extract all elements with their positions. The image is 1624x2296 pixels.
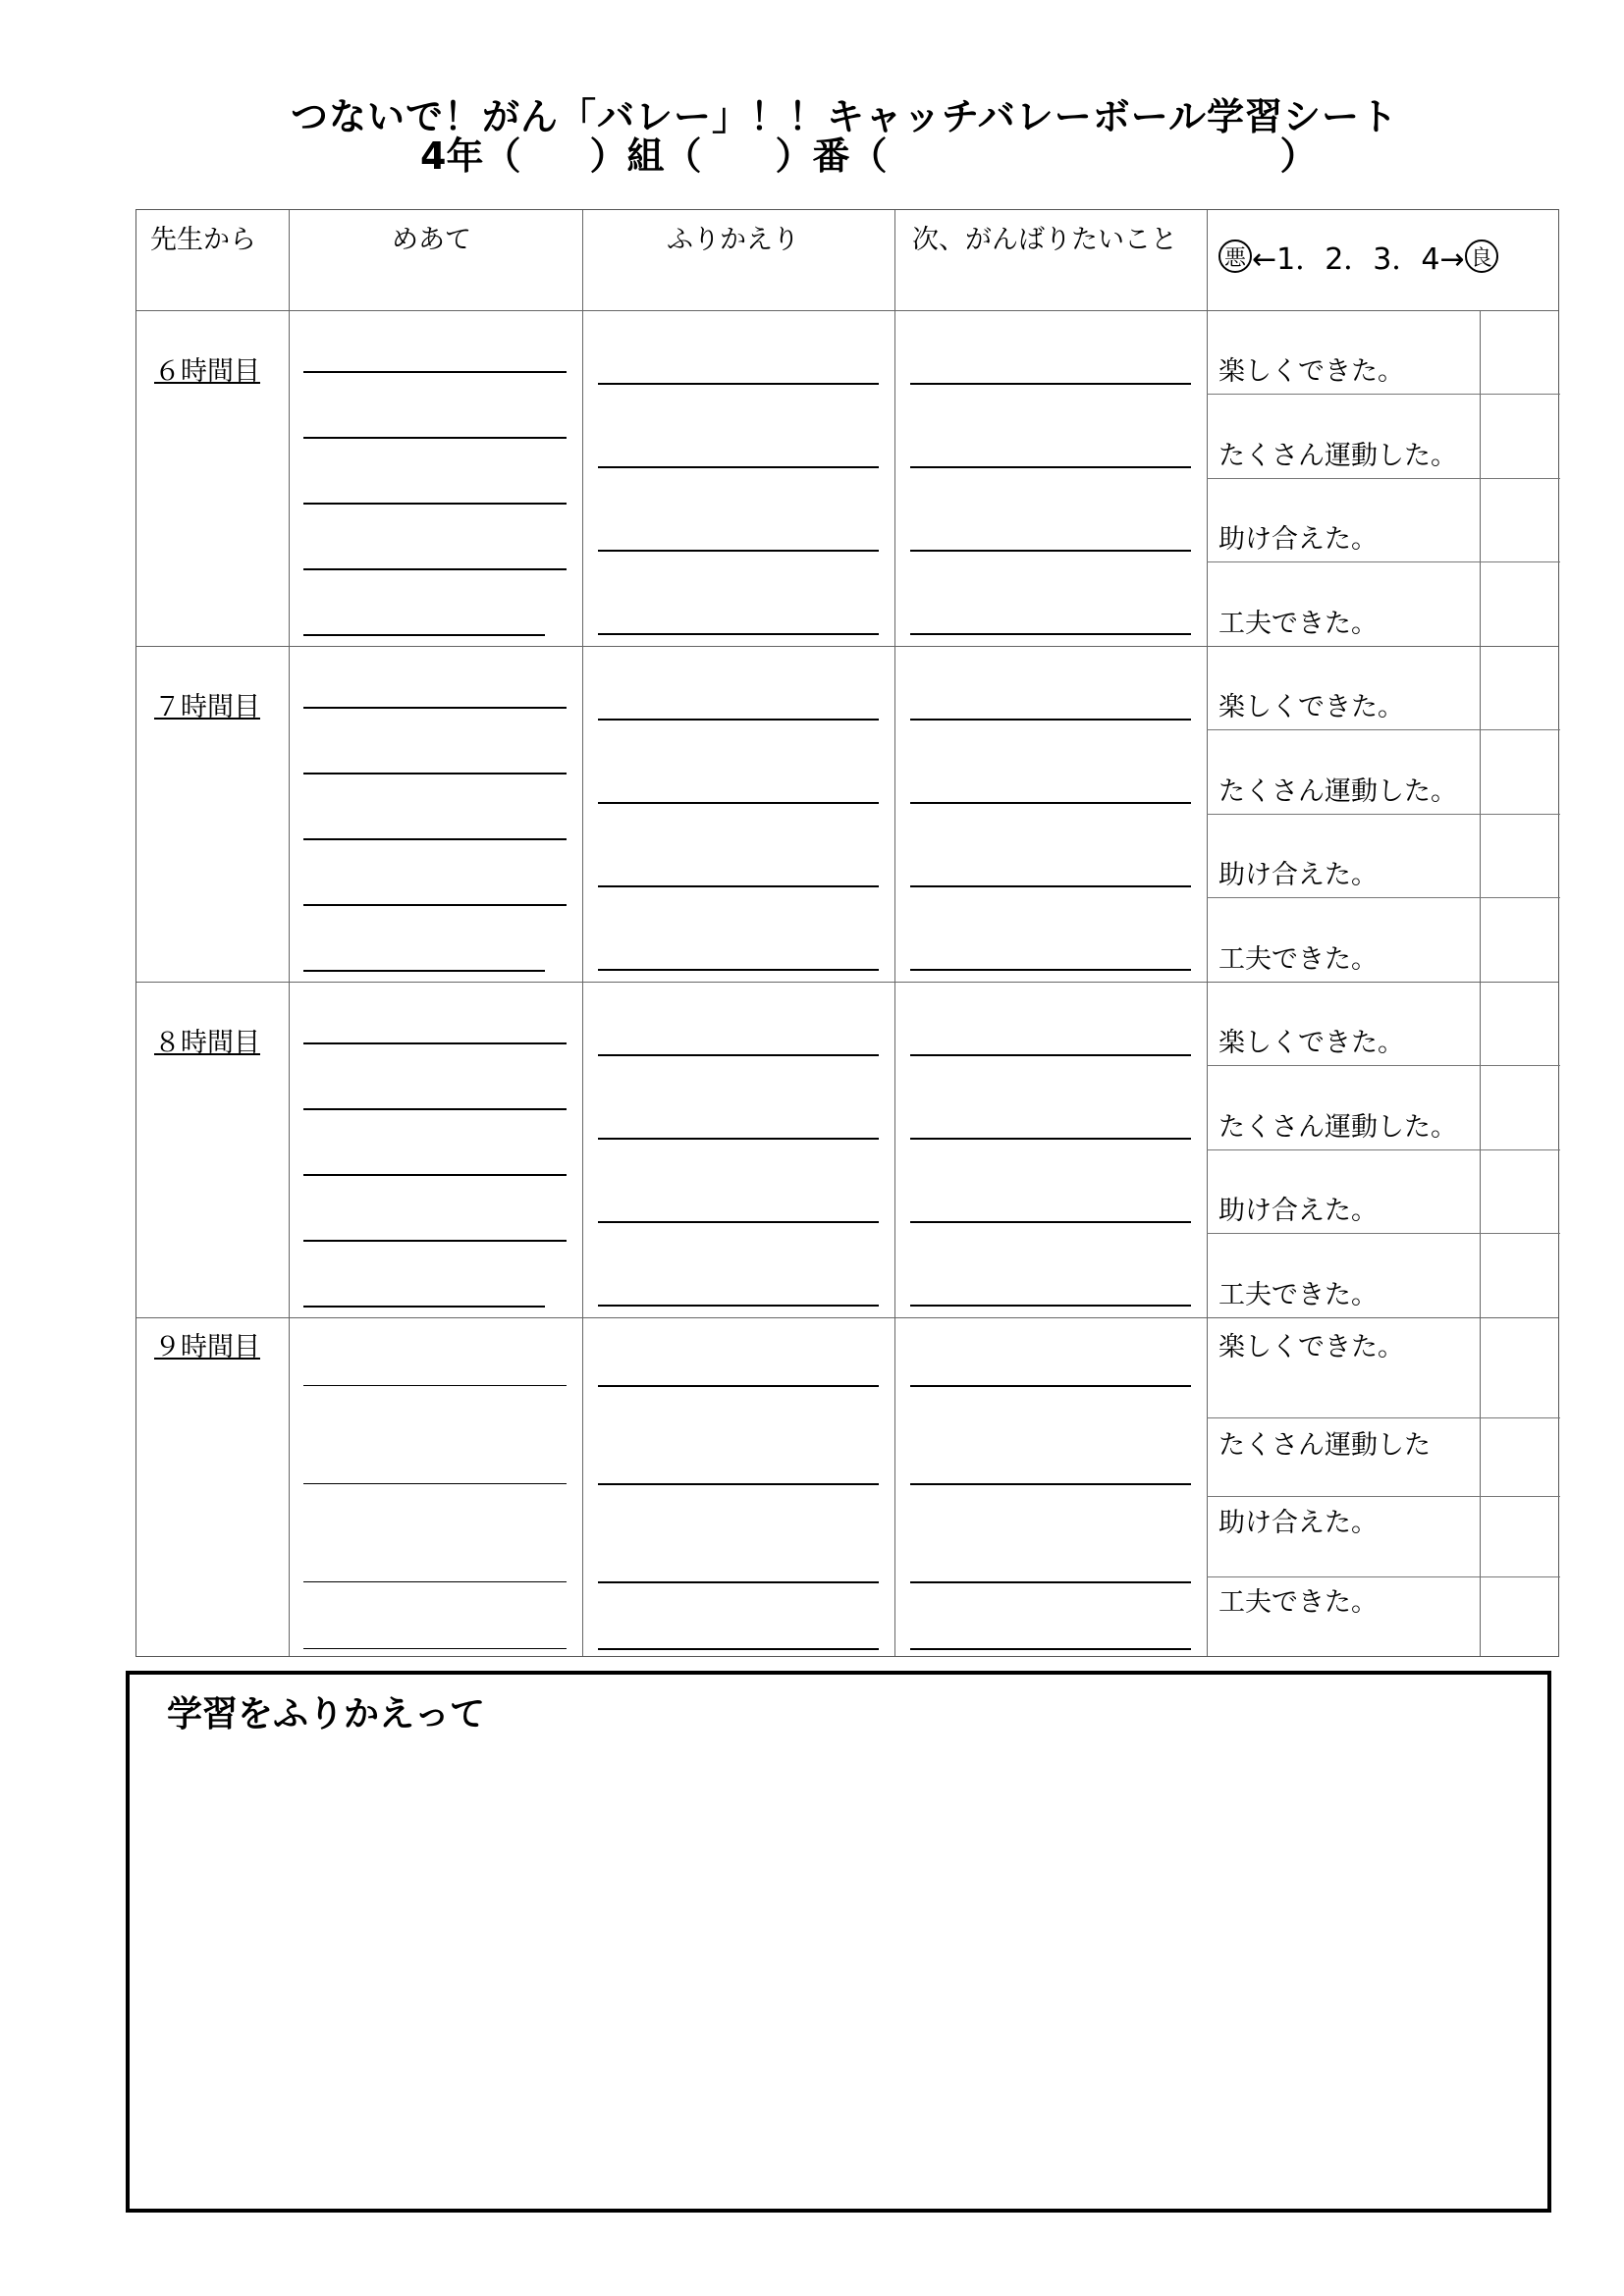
- eval-item: たくさん運動した。: [1218, 441, 1457, 471]
- period-label-8: ８時間目: [154, 1028, 260, 1058]
- eval-item: 工夫できた。: [1218, 1587, 1378, 1618]
- column-header-reflection: ふりかえり: [667, 225, 799, 255]
- column-header-goal: めあて: [392, 225, 471, 255]
- eval-item: 楽しくできた。: [1218, 1028, 1404, 1058]
- row-divider: [136, 1317, 1558, 1318]
- row-divider: [136, 646, 1558, 647]
- eval-item: 工夫できた。: [1218, 1280, 1378, 1310]
- period-label-9: ９時間目: [154, 1332, 260, 1362]
- rating-scale: [1218, 235, 1498, 278]
- period-label-7: ７時間目: [154, 692, 260, 722]
- divider: [1480, 310, 1481, 1656]
- grade-class-number-line: [420, 126, 1318, 180]
- reflection-title: 学習をふりかえって: [167, 1694, 486, 1735]
- learning-table: [135, 209, 1559, 1657]
- class-label: ）組（: [589, 134, 702, 178]
- eval-item: 助け合えた。: [1218, 524, 1378, 555]
- name-close: ）: [1279, 134, 1318, 178]
- good-mark: 良: [1465, 240, 1498, 273]
- eval-item: 楽しくできた。: [1218, 1332, 1404, 1362]
- row-divider: [136, 310, 1558, 311]
- eval-item: たくさん運動した。: [1218, 776, 1457, 807]
- divider: [289, 210, 290, 1656]
- divider: [1207, 210, 1208, 1656]
- eval-item: 助け合えた。: [1218, 1508, 1378, 1538]
- divider: [894, 210, 895, 1656]
- column-header-teacher: 先生から: [150, 225, 256, 255]
- sheet-title: つないで！がん「バレー」！！キャッチバレーボール学習シート: [291, 95, 1398, 138]
- scale-text: ←1．2．3．4→: [1252, 242, 1465, 277]
- eval-item: 楽しくできた。: [1218, 692, 1404, 722]
- divider: [582, 210, 583, 1656]
- eval-item: 工夫できた。: [1218, 944, 1378, 975]
- eval-item: たくさん運動した。: [1218, 1112, 1457, 1143]
- period-label-6: ６時間目: [154, 356, 260, 387]
- reflection-box[interactable]: [126, 1671, 1551, 2213]
- grade-label: 4年（: [420, 134, 521, 178]
- number-label: ）番（: [775, 134, 888, 178]
- eval-item: 楽しくできた。: [1218, 356, 1404, 387]
- bad-mark: 悪: [1218, 240, 1252, 273]
- row-divider: [136, 982, 1558, 983]
- column-header-next: 次、がんばりたいこと: [912, 225, 1177, 255]
- eval-item: 工夫できた。: [1218, 609, 1378, 639]
- eval-item: たくさん運動した: [1218, 1430, 1431, 1461]
- eval-item: 助け合えた。: [1218, 1196, 1378, 1226]
- eval-item: 助け合えた。: [1218, 860, 1378, 890]
